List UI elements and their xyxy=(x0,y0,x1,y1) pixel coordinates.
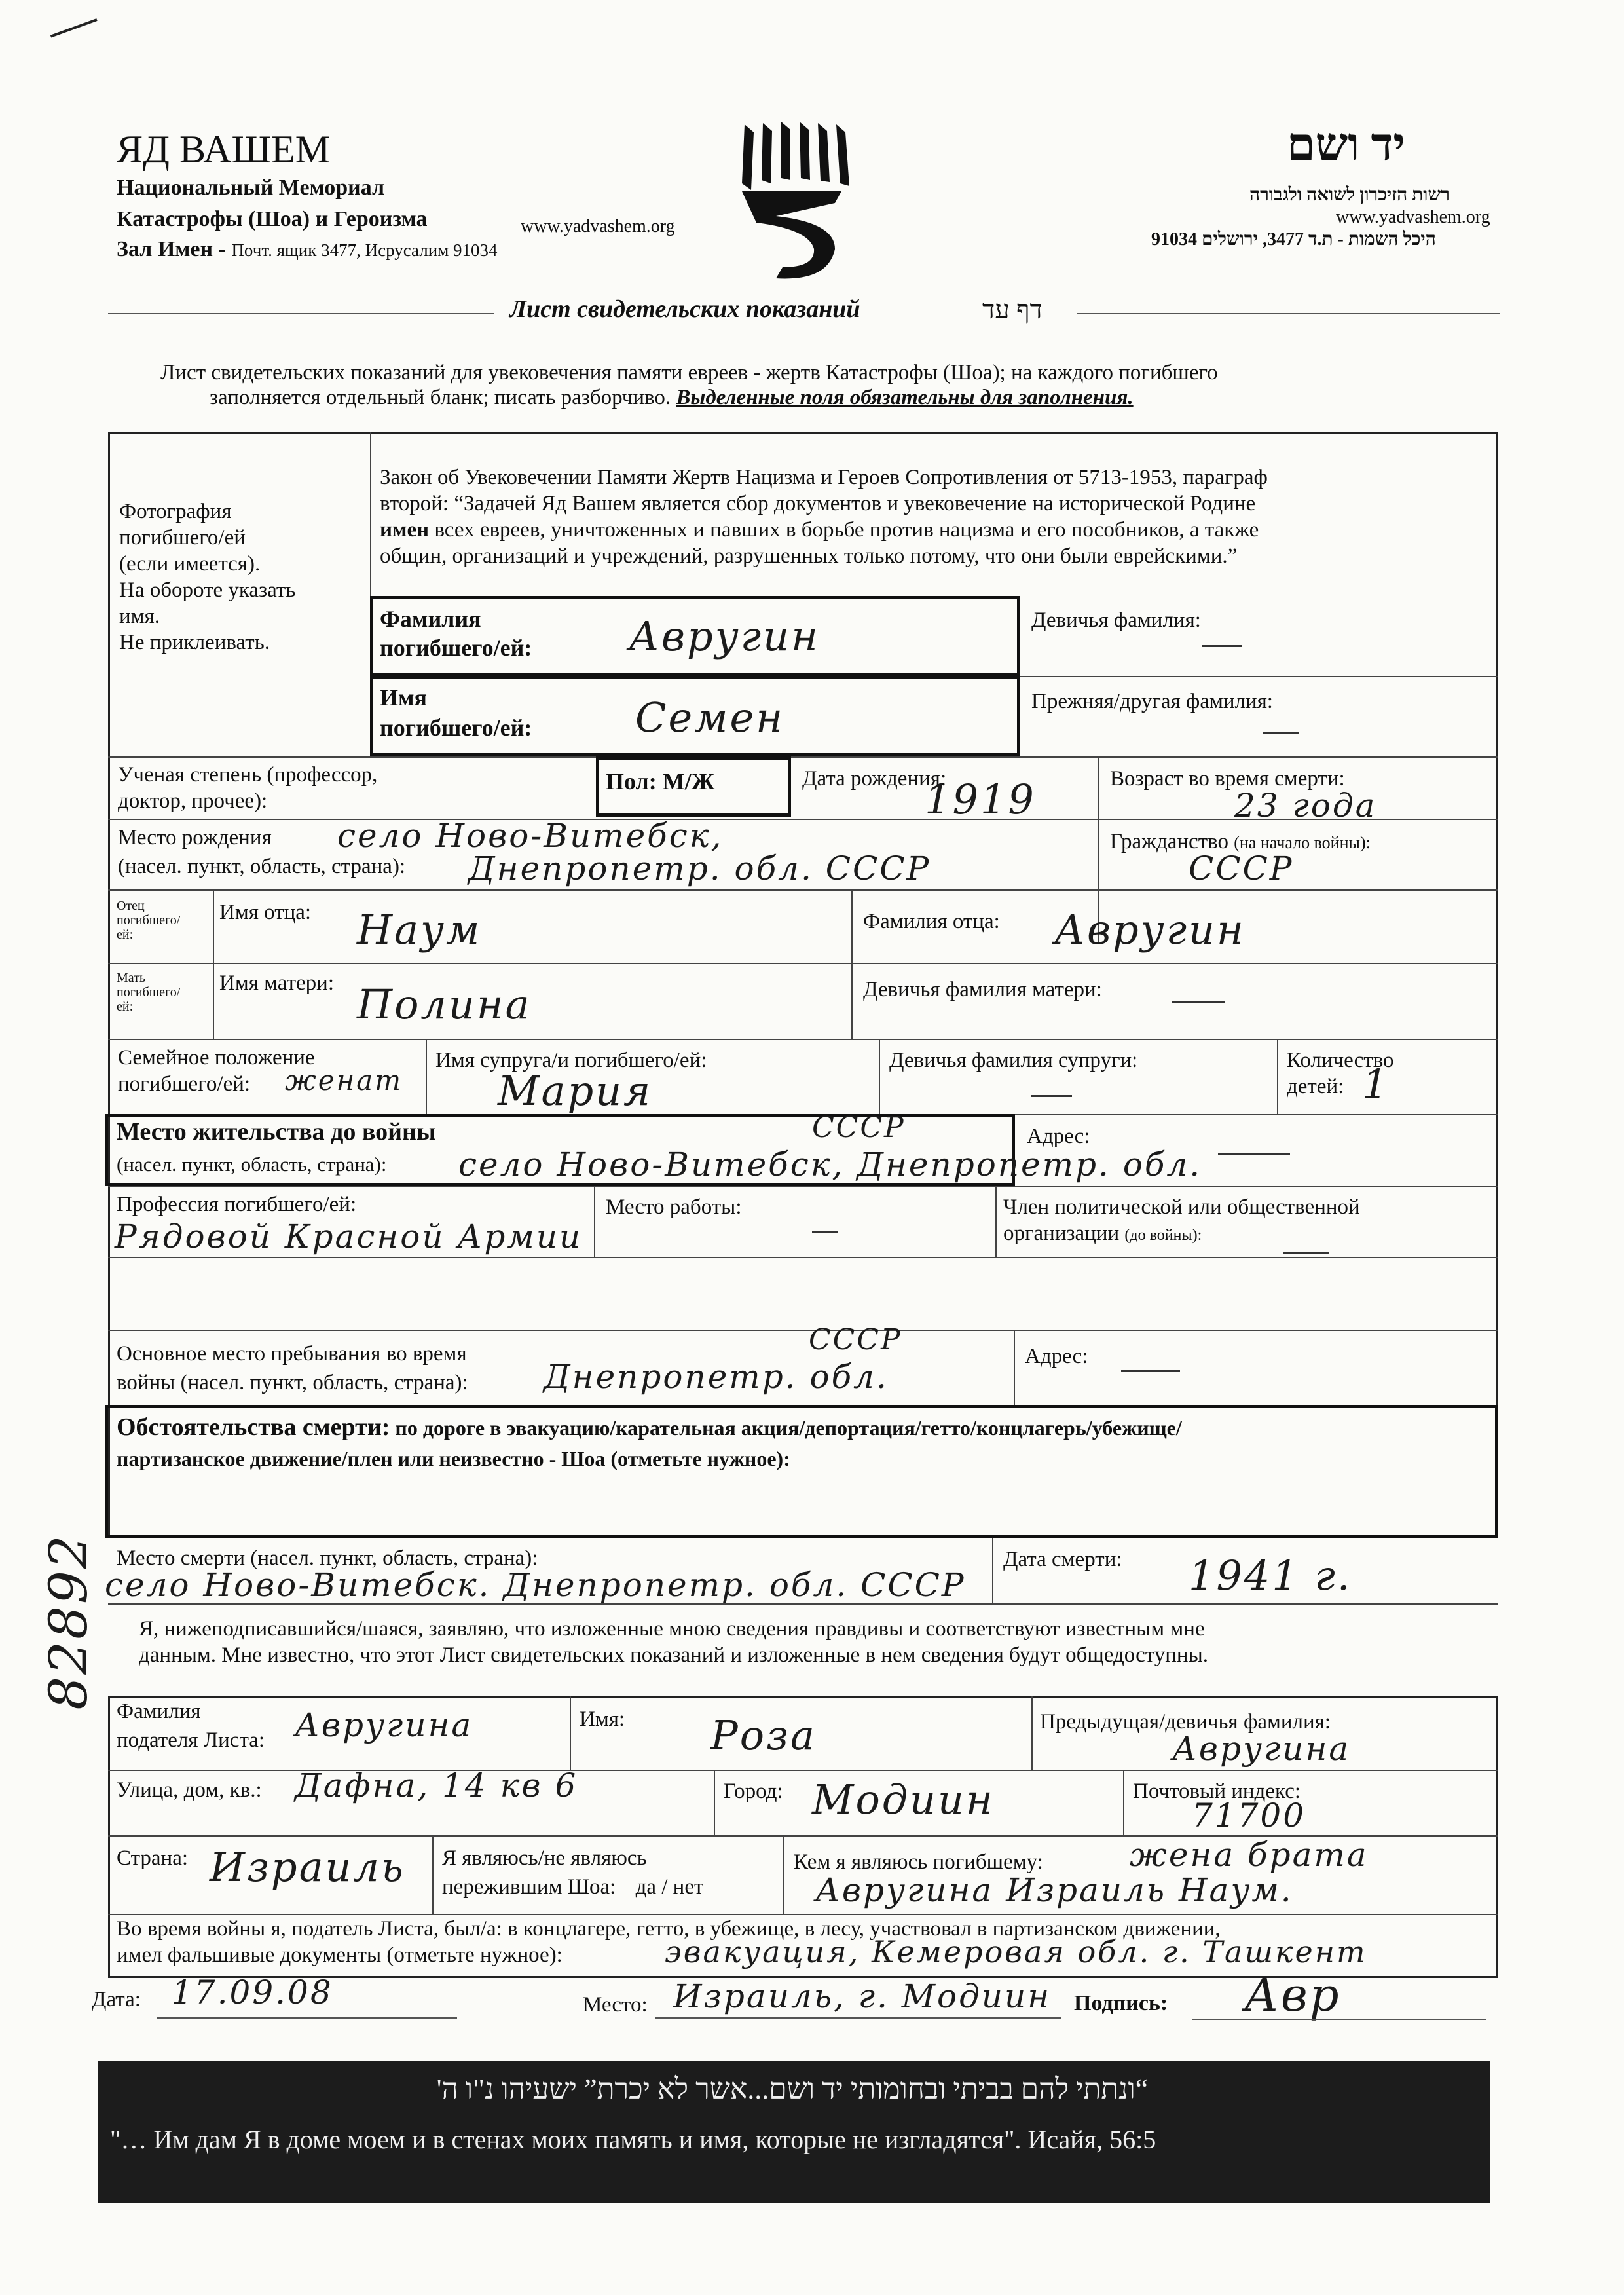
submitter-surname-label2: подателя Листа: xyxy=(117,1728,265,1752)
residence-address-dash xyxy=(1218,1153,1290,1155)
intro-required: Выделенные поля обязательны для заполнения. xyxy=(676,386,1134,409)
divider-death-date xyxy=(992,1538,993,1603)
birth-date-label: Дата рождения: xyxy=(802,767,947,791)
birthplace-label2: (насел. пункт, область, страна): xyxy=(118,855,406,878)
submitter-name-value: Роза xyxy=(710,1711,817,1759)
status-label1: Семейное положение xyxy=(118,1046,315,1070)
survivor-label1: Я являюсь/не являюсь xyxy=(442,1846,647,1870)
father-side1: Отец xyxy=(117,899,145,913)
org-line3 xyxy=(117,237,498,262)
postal-address: Почт. ящик 3477, Исрусалим 91034 xyxy=(231,240,498,260)
form-title: Лист свидетельских показаний xyxy=(509,295,860,323)
survivor-label2-text: пережившим Шоа: xyxy=(442,1875,616,1899)
work-dash xyxy=(812,1231,838,1233)
city-label: Город: xyxy=(724,1780,783,1803)
divider-zip xyxy=(1123,1770,1124,1835)
survivor-label2 xyxy=(442,1873,703,1901)
wartime-country: СССР xyxy=(809,1323,902,1356)
row-rule-names xyxy=(1020,676,1498,677)
law-line3-text: всех евреев, уничтоженных и павших в борьбе против нацизма и его пособников, а также xyxy=(434,518,1259,542)
birthplace-label1: Место рождения xyxy=(118,826,272,849)
submitter-prev-value: Авругина xyxy=(1172,1730,1351,1768)
wartime-address-dash xyxy=(1121,1370,1180,1372)
submitter-wartime-value: эвакуация, Кемеровая обл. г. Ташкент xyxy=(665,1934,1367,1969)
member-note: (до войны): xyxy=(1124,1227,1202,1244)
victim-surname-value: Авругин xyxy=(629,612,820,660)
submitter-surname-value: Авругина xyxy=(295,1706,473,1744)
website: www.yadvashem.org xyxy=(521,216,675,236)
zip-label: Почтовый индекс: xyxy=(1133,1780,1301,1803)
mother-name-label: Имя матери: xyxy=(219,971,334,995)
father-name-label: Имя отца: xyxy=(219,901,312,924)
intro-line2 xyxy=(210,384,1134,411)
victim-surname-label1: Фамилия xyxy=(380,606,481,632)
divider-relation xyxy=(783,1835,784,1914)
death-place-label: Место смерти (насел. пункт, область, страна): xyxy=(117,1546,538,1570)
spouse-value: Мария xyxy=(498,1067,653,1115)
member-label1: Член политической или общественной xyxy=(1003,1195,1360,1219)
corner-pen-mark xyxy=(50,18,103,55)
age-label: Возраст во время смерти: xyxy=(1110,767,1345,791)
row-rule-wartime xyxy=(108,1330,1498,1331)
father-side3: ей: xyxy=(117,927,134,942)
divider-submitter-name xyxy=(570,1696,571,1770)
row-rule-death xyxy=(108,1603,1498,1605)
spouse-maiden-label: Девичья фамилия супруги: xyxy=(889,1049,1138,1072)
row-rule-profession xyxy=(108,1186,1498,1187)
status-value: женат xyxy=(285,1064,403,1096)
he-website: www.yadvashem.org xyxy=(1336,207,1490,227)
degree-label1: Ученая степень (профессор, xyxy=(118,763,378,787)
relation-label: Кем я являюсь погибшему: xyxy=(794,1850,1043,1874)
wartime-label2: войны (насел. пункт, область, страна): xyxy=(117,1371,468,1394)
divider-spouse-maiden xyxy=(879,1039,880,1114)
victim-name-label1: Имя xyxy=(380,684,427,711)
photo-line6: Не приклеивать. xyxy=(119,631,270,654)
signature-label: Подпись: xyxy=(1074,1991,1168,2015)
death-date-label: Дата смерти: xyxy=(1003,1548,1122,1571)
victim-surname-label2: погибшего/ей: xyxy=(380,635,532,661)
signature-value: Авр xyxy=(1244,1968,1341,2022)
quote-russian: "… Им дам Я в доме моем и в стенах моих память и имя, которые не изгладятся". Исайя, 56:5 xyxy=(110,2125,1156,2154)
row-rule-degree xyxy=(108,756,1498,758)
org-line2: Катастрофы (Шоа) и Героизма xyxy=(117,207,428,231)
title-rule-left xyxy=(108,313,494,314)
org-title: ЯД ВАШЕМ xyxy=(117,128,331,171)
residence-country: СССР xyxy=(812,1111,906,1144)
street-value: Дафна, 14 кв 6 xyxy=(295,1766,578,1804)
father-side2: погибшего/ xyxy=(117,913,181,927)
photo-line2: погибшего/ей xyxy=(119,526,246,550)
divider-city xyxy=(714,1770,715,1835)
children-label2: детей: xyxy=(1287,1075,1344,1098)
form-title-he: דף עד xyxy=(982,295,1043,324)
submitter-surname-label1: Фамилия xyxy=(117,1700,201,1723)
father-surname-value: Авругин xyxy=(1054,906,1246,954)
divider-work xyxy=(594,1186,595,1257)
zip-value: 71700 xyxy=(1192,1797,1306,1835)
wartime-address-label: Адрес: xyxy=(1025,1345,1088,1368)
he-line3: היכל השמות - ת.ד 3477, ירושלים 91034 xyxy=(1151,229,1436,250)
org-line1: Национальный Мемориал xyxy=(117,176,385,200)
degree-label2: доктор, прочее): xyxy=(118,789,268,813)
relation-value2: Авругина Израиль Наум. xyxy=(815,1871,1293,1909)
sex-label: Пол: М/Ж xyxy=(606,768,715,794)
yad-vashem-logo xyxy=(737,118,861,288)
work-label: Место работы: xyxy=(606,1195,742,1219)
submitter-prev-label: Предыдущая/девичья фамилия: xyxy=(1040,1710,1331,1734)
sign-date-label: Дата: xyxy=(92,1988,141,2011)
photo-line4: На обороте указать xyxy=(119,578,296,602)
death-date-value: 1941 г. xyxy=(1189,1552,1352,1599)
signature-line xyxy=(1192,2019,1486,2020)
sign-place-label: Место: xyxy=(583,1993,648,2017)
divider-wartime xyxy=(1014,1330,1015,1405)
margin-number: 82892 xyxy=(37,1533,99,1710)
death-circumstances-options2: партизанское движение/плен или неизвестно - Шоа (отметьте нужное): xyxy=(117,1447,790,1470)
children-label1: Количество xyxy=(1287,1049,1394,1072)
title-rule-right xyxy=(1077,313,1500,314)
declaration-line1: Я, нижеподписавшийся/шаяся, заявляю, что изложенные мною сведения правдивы и соответствуют известным мне xyxy=(139,1617,1205,1641)
maiden-name-dash xyxy=(1202,645,1242,647)
country-value: Израиль xyxy=(210,1843,405,1891)
member-label2 xyxy=(1003,1220,1202,1249)
prev-name-dash xyxy=(1263,732,1299,734)
member-dash xyxy=(1283,1252,1329,1254)
mother-name-value: Полина xyxy=(357,980,532,1028)
submitter-wartime-label2: имел фальшивые документы (отметьте нужное): xyxy=(117,1943,563,1967)
prev-name-label: Прежняя/другая фамилия: xyxy=(1031,690,1273,713)
survivor-choice[interactable]: да / нет xyxy=(635,1875,704,1899)
profession-label: Профессия погибшего/ей: xyxy=(117,1193,357,1216)
death-circumstances-options1: по дороге в эвакуацию/карательная акция/депортация/гетто/концлагерь/убежище/ xyxy=(395,1416,1182,1440)
mother-maiden-label: Девичья фамилия матери: xyxy=(863,978,1102,1001)
he-title: יד ושם xyxy=(1287,120,1405,170)
mother-side2: погибшего/ xyxy=(117,985,181,999)
birthplace-value1: село Ново-Витебск, xyxy=(337,817,724,855)
divider-submitter-prev xyxy=(1031,1696,1033,1770)
residence-address-label: Адрес: xyxy=(1027,1125,1090,1148)
spouse-label: Имя супруга/и погибшего/ей: xyxy=(435,1049,707,1072)
father-name-value: Наум xyxy=(357,906,482,954)
profession-value: Рядовой Красной Армии xyxy=(115,1218,583,1256)
member-label2-text: организации xyxy=(1003,1222,1120,1245)
he-line1: רשות הזיכרון לשואה ולגבורה xyxy=(1249,185,1450,205)
wartime-value: Днепропетр. обл. xyxy=(544,1358,889,1396)
sign-place-value: Израиль, г. Модиин xyxy=(673,1977,1052,2015)
divider-spouse xyxy=(426,1039,427,1114)
birth-date-value: 1919 xyxy=(925,775,1036,823)
intro-line1: Лист свидетельских показаний для увековечения памяти евреев - жертв Катастрофы (Шоа); на каждого погибшего xyxy=(160,361,1218,384)
death-circumstances-line1 xyxy=(117,1412,1182,1443)
quote-hebrew: “ונתתי להם בביתי ובחומותי יד ושם...אשר לא יכרת” ישעיהו נ"ו ה' xyxy=(436,2073,1149,2105)
mother-side3: ей: xyxy=(117,999,134,1014)
divider-children xyxy=(1277,1039,1278,1114)
divider-parent-side xyxy=(213,889,214,1039)
father-surname-label: Фамилия отца: xyxy=(863,910,1000,933)
mother-maiden-dash xyxy=(1172,1001,1225,1003)
row-rule-mother xyxy=(108,963,1498,964)
mother-side1: Мать xyxy=(117,971,146,985)
victim-name-label2: погибшего/ей: xyxy=(380,715,532,741)
row-rule-father xyxy=(108,889,1498,891)
country-label: Страна: xyxy=(117,1846,189,1870)
death-place-value: село Ново-Витебск. Днепропетр. обл. СССР xyxy=(105,1566,966,1604)
residence-label: Место жительства до войны xyxy=(117,1118,436,1146)
photo-line1: Фотография xyxy=(119,500,232,523)
wartime-label1: Основное место пребывания во время xyxy=(117,1342,467,1366)
residence-label2: (насел. пункт, область, страна): xyxy=(117,1153,387,1176)
residence-value: село Ново-Витебск, Днепропетр. обл. xyxy=(458,1146,1202,1184)
row-rule-blank xyxy=(108,1257,1498,1258)
hall-label: Зал Имен - xyxy=(117,237,226,261)
photo-line5: имя. xyxy=(119,605,160,628)
submitter-wartime-label1: Во время войны я, податель Листа, был/а: в концлагере, гетто, в убежище, в лесу, участвовал в партизанском движении, xyxy=(117,1917,1221,1941)
age-value: 23 года xyxy=(1234,787,1377,825)
law-line4: общин, организаций и учреждений, разрушенных только потому, что они были еврейскими.” xyxy=(380,544,1238,568)
row-rule-family xyxy=(108,1039,1498,1040)
divider-survivor xyxy=(432,1835,434,1914)
law-names: имен xyxy=(380,518,430,542)
sign-place-line xyxy=(655,2017,1061,2019)
status-label2: погибшего/ей: xyxy=(118,1072,251,1096)
divider-father xyxy=(851,889,853,1039)
sign-date-value: 17.09.08 xyxy=(172,1973,333,2011)
submitter-name-label: Имя: xyxy=(580,1707,625,1731)
citizenship-label-text: Гражданство xyxy=(1110,830,1228,853)
divider-member xyxy=(995,1186,997,1257)
citizenship-value: СССР xyxy=(1189,849,1294,887)
death-circumstances-label: Обстоятельства смерти: xyxy=(117,1413,390,1441)
sign-date-line xyxy=(157,2017,457,2019)
city-value: Модиин xyxy=(812,1776,995,1823)
victim-name-value: Семен xyxy=(635,694,785,741)
street-label: Улица, дом, кв.: xyxy=(117,1778,262,1802)
relation-value1: жена брата xyxy=(1130,1836,1369,1874)
photo-line3: (если имеется). xyxy=(119,552,261,576)
maiden-name-label: Девичья фамилия: xyxy=(1031,608,1201,632)
spouse-maiden-dash xyxy=(1031,1095,1072,1097)
children-value: 1 xyxy=(1362,1060,1390,1108)
birthplace-value2: Днепропетр. обл. СССР xyxy=(468,849,931,887)
declaration-line2: данным. Мне известно, что этот Лист свидетельских показаний и изложенные в нем сведения будут общедоступны. xyxy=(139,1643,1209,1667)
law-line3 xyxy=(380,516,1259,544)
law-line1: Закон об Увековечении Памяти Жертв Нацизма и Героев Сопротивления от 5713-1953, параграф xyxy=(380,466,1268,489)
citizenship-note: (на начало войны): xyxy=(1234,833,1371,852)
intro-text: заполняется отдельный бланк; писать разборчиво. xyxy=(210,386,671,409)
row-rule-birthplace xyxy=(108,819,1498,820)
law-line2: второй: “Задачей Яд Вашем является сбор документов и увековечение на исторической Родине xyxy=(380,492,1256,515)
